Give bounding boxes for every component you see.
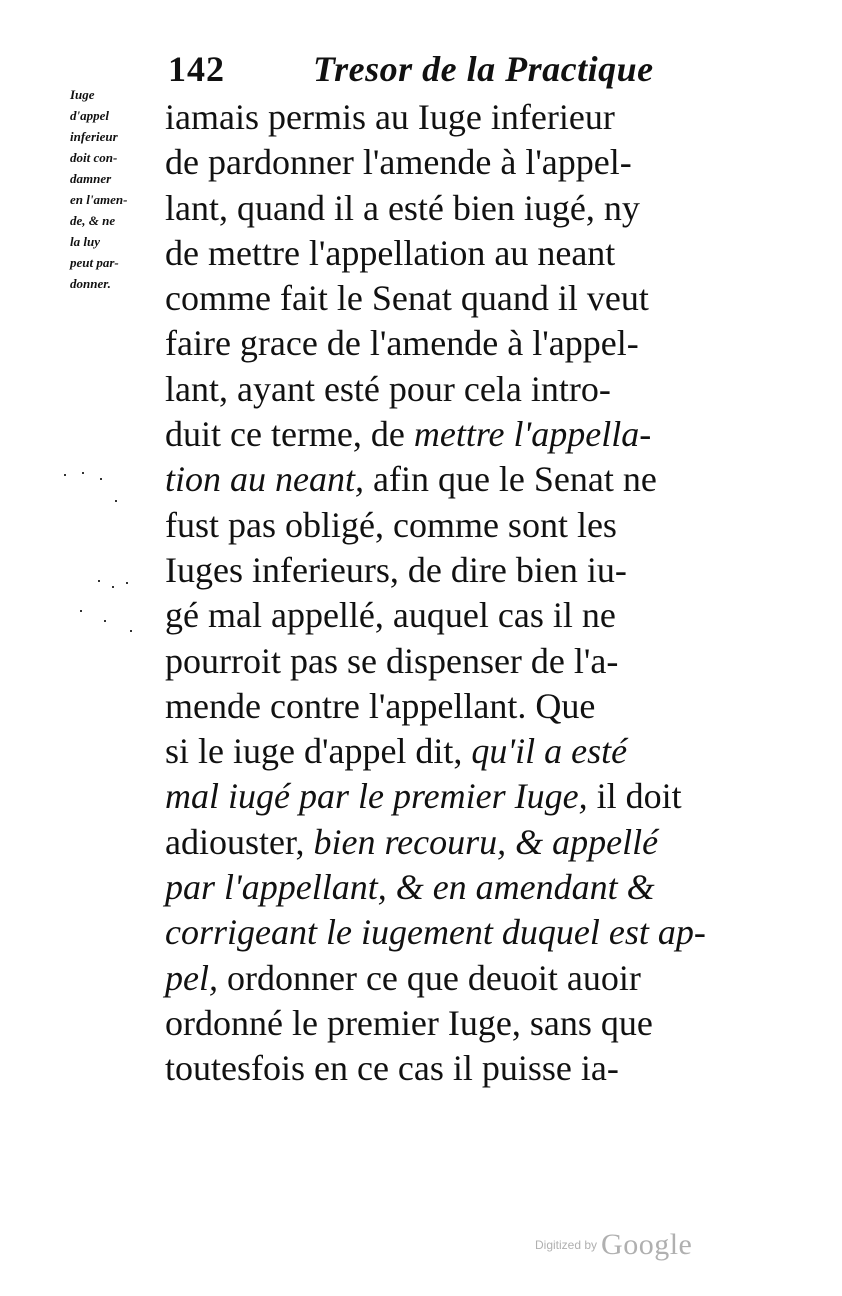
text-line: [165, 321, 725, 366]
text-line: [165, 956, 725, 1001]
italic-segment: bien recouru, & appellé: [313, 821, 659, 862]
roman-segment: lant, ayant esté pour cela intro-: [165, 368, 611, 409]
text-line: [165, 457, 725, 502]
text-line: [165, 95, 725, 140]
text-line: [165, 684, 725, 729]
text-line: [165, 186, 725, 231]
roman-segment: Iuges inferieurs, de dire bien iu-: [165, 549, 627, 590]
roman-segment: gé mal appellé, auquel cas il ne: [165, 595, 616, 636]
running-title: Tresor de la Practique: [313, 49, 654, 89]
marginal-note-line: peut par-: [70, 255, 119, 270]
roman-segment: iamais permis au Iuge inferieur: [165, 97, 615, 137]
italic-segment: par l'appellant, & en amendant &: [165, 867, 655, 908]
roman-segment: il doit: [587, 776, 682, 817]
text-line: [165, 774, 725, 819]
italic-segment: corrigeant le iugement duquel est ap-: [165, 912, 706, 953]
text-line: [165, 412, 725, 457]
digitized-by-google-watermark: [535, 1228, 692, 1262]
roman-segment: lant, quand il a esté bien iugé, ny: [165, 187, 640, 228]
roman-segment: si le iuge d'appel dit,: [165, 731, 472, 772]
italic-segment: qu'il a esté: [471, 731, 628, 772]
text-line: [165, 593, 725, 638]
marginal-note-line: Iuge: [70, 87, 95, 102]
text-line: [165, 639, 725, 684]
roman-segment: pourroit pas se dispenser de l'a-: [165, 640, 619, 681]
italic-segment: tion au neant,: [165, 459, 364, 500]
text-line: [165, 503, 725, 548]
roman-segment: duit ce terme, de: [165, 414, 414, 455]
page-header: [168, 48, 728, 98]
text-line: [165, 729, 725, 774]
italic-segment: mal iugé par le premier Iuge,: [165, 776, 588, 817]
page-number: 142: [168, 49, 225, 89]
text-line: [165, 865, 725, 910]
italic-segment: mettre l'appella-: [413, 414, 652, 455]
roman-segment: comme fait le Senat quand il veut: [165, 278, 649, 319]
text-line: [165, 231, 725, 276]
roman-segment: de pardonner l'amende à l'appel-: [165, 142, 632, 183]
roman-segment: ordonner ce que deuoit auoir: [217, 957, 641, 998]
roman-segment: toutesfois en ce cas il puisse ia-: [165, 1048, 619, 1089]
roman-segment: faire grace de l'amende à l'appel-: [165, 323, 639, 364]
marginal-note-line: de, & ne: [70, 213, 116, 228]
marginal-note: [70, 84, 166, 294]
roman-segment: mende contre l'appellant. Que: [165, 685, 596, 726]
roman-segment: afin que le Senat ne: [363, 459, 657, 500]
text-line: [165, 1001, 725, 1046]
body-text: [165, 95, 725, 1092]
text-line: [165, 1046, 725, 1091]
marginal-note-line: damner: [70, 171, 112, 186]
print-speckles: [60, 470, 160, 650]
marginal-note-line: en l'amen-: [70, 192, 128, 207]
italic-segment: pel,: [165, 957, 218, 998]
roman-segment: ordonné le premier Iuge, sans que: [165, 1002, 653, 1043]
marginal-note-line: inferieur: [70, 129, 118, 144]
marginal-note-line: doit con-: [70, 150, 118, 165]
text-line: [165, 276, 725, 321]
marginal-note-line: d'appel: [70, 108, 109, 123]
google-logo: Google: [601, 1228, 693, 1261]
text-line: [165, 367, 725, 412]
text-line: [165, 820, 725, 865]
roman-segment: fust pas obligé, comme sont les: [165, 504, 617, 545]
marginal-note-line: donner.: [70, 276, 111, 291]
text-line: [165, 548, 725, 593]
roman-segment: adiouster,: [165, 821, 314, 862]
text-line: [165, 140, 725, 185]
roman-segment: de mettre l'appellation au neant: [165, 232, 616, 273]
text-line: [165, 910, 725, 955]
marginal-note-line: la luy: [70, 234, 100, 249]
digitized-by-label: Digitized by: [535, 1238, 598, 1252]
